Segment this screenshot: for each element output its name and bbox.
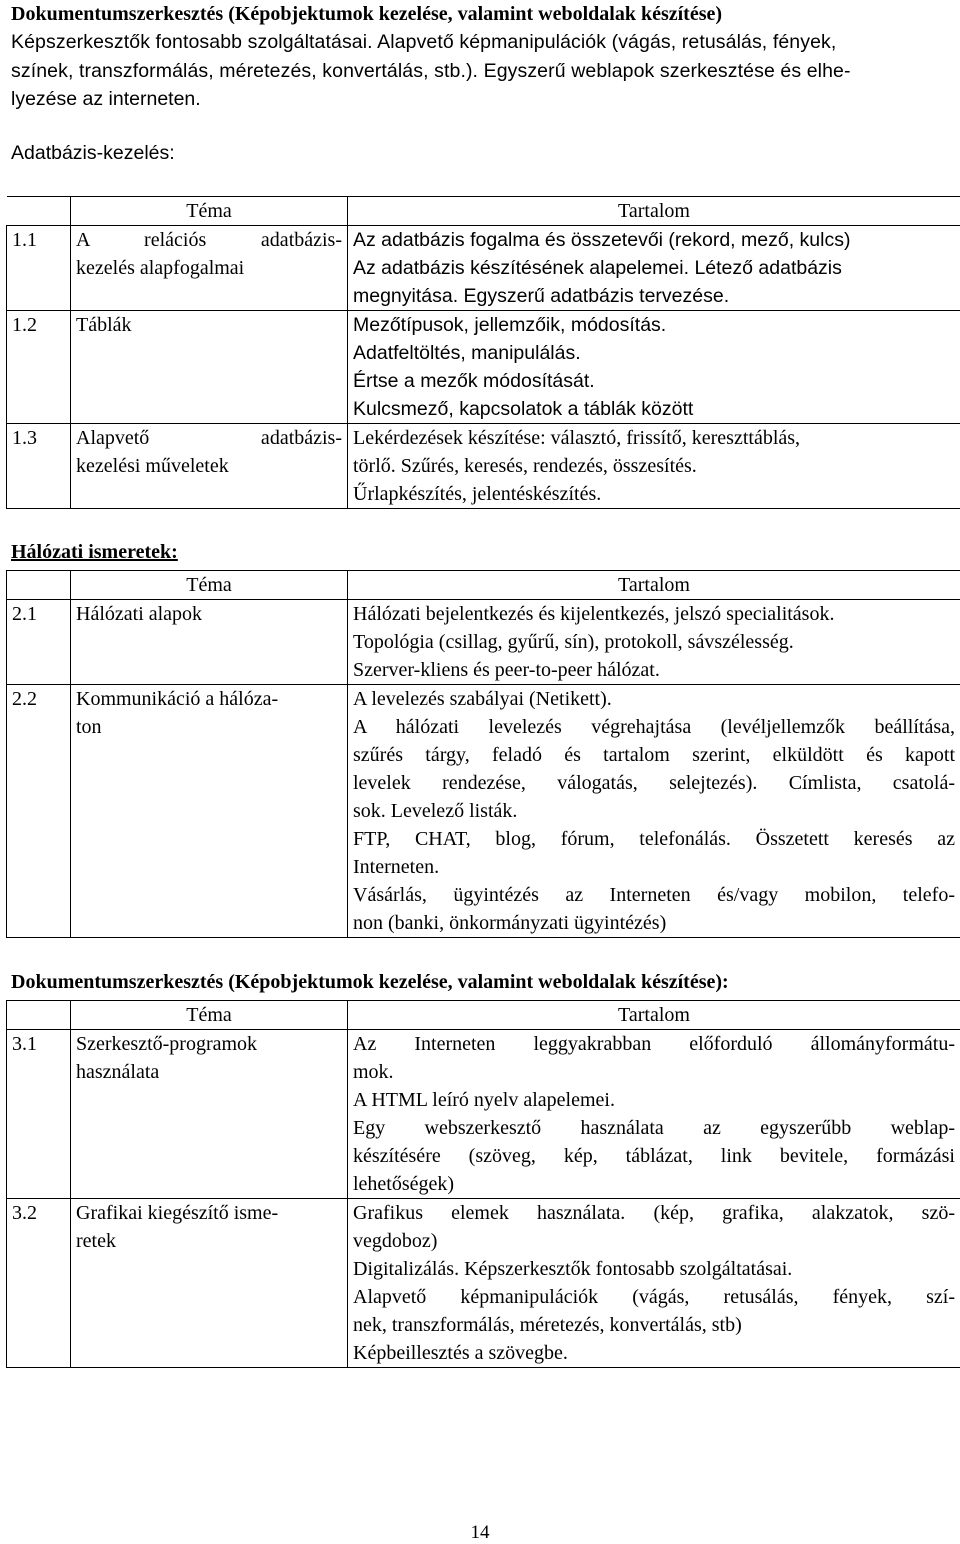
header-content: Tartalom <box>348 571 960 600</box>
theme-line: retek <box>76 1227 342 1255</box>
content-line: Grafikus elemek használata. (kép, grafika, alakzatok, szö- <box>353 1199 955 1227</box>
section-heading-network: Hálózati ismeretek: <box>11 541 178 564</box>
row-content <box>348 685 960 938</box>
table-row <box>7 424 960 509</box>
row-content <box>348 424 960 509</box>
row-number: 2.1 <box>7 600 71 685</box>
intro-text-line: lyezése az interneten. <box>11 85 949 114</box>
content-line: FTP, CHAT, blog, fórum, telefonálás. Összetett keresés az <box>353 825 955 853</box>
content-line: megnyitása. Egyszerű adatbázis tervezése. <box>353 282 955 310</box>
table-row <box>7 685 960 938</box>
content-line: Interneten. <box>353 853 955 881</box>
content-line: Szerver-kliens és peer-to-peer hálózat. <box>353 656 955 684</box>
content-line: mok. <box>353 1058 955 1086</box>
section-heading-database: Adatbázis-kezelés: <box>11 142 175 165</box>
header-num-cell <box>7 571 71 600</box>
row-theme <box>71 424 348 509</box>
content-line: A hálózati levelezés végrehajtása (levéljellemzők beállítása, <box>353 713 955 741</box>
content-line: Az Interneten leggyakrabban előforduló állományformátu- <box>353 1030 955 1058</box>
content-line: nek, transzformálás, méretezés, konvertálás, stb) <box>353 1311 955 1339</box>
header-theme: Téma <box>71 1001 348 1030</box>
theme-line: A relációs adatbázis- <box>76 226 342 254</box>
theme-line: Kommunikáció a hálóza- <box>76 685 342 713</box>
content-line: Hálózati bejelentkezés és kijelentkezés, jelszó specialitások. <box>353 600 955 628</box>
table-header-row <box>7 197 960 226</box>
row-number: 3.2 <box>7 1199 71 1368</box>
content-line: Egy webszerkesztő használata az egyszerűbb weblap- <box>353 1114 955 1142</box>
content-line: törlő. Szűrés, keresés, rendezés, összesítés. <box>353 452 955 480</box>
table-header-row <box>7 1001 960 1030</box>
row-number: 2.2 <box>7 685 71 938</box>
content-line: Mezőtípusok, jellemzőik, módosítás. <box>353 311 955 339</box>
database-topics-table <box>6 196 960 509</box>
content-line: Topológia (csillag, gyűrű, sín), protokoll, sávszélesség. <box>353 628 955 656</box>
table-row <box>7 226 960 311</box>
document-topics-table <box>6 1000 960 1368</box>
row-content <box>348 600 960 685</box>
row-content <box>348 311 960 424</box>
content-line: sok. Levelező listák. <box>353 797 955 825</box>
intro-title: Dokumentumszerkesztés (Képobjektumok kezelése, valamint weboldalak készítése) <box>11 0 949 28</box>
theme-line: Szerkesztő-programok <box>76 1030 342 1058</box>
intro-text-line: Képszerkesztők fontosabb szolgáltatásai. Alapvető képmanipulációk (vágás, retusálás, fények, <box>11 28 949 57</box>
content-line: Az adatbázis készítésének alapelemei. Létező adatbázis <box>353 254 955 282</box>
header-num-cell <box>7 197 71 226</box>
table-row <box>7 600 960 685</box>
row-content <box>348 1199 960 1368</box>
row-theme <box>71 685 348 938</box>
table-header-row <box>7 571 960 600</box>
header-content: Tartalom <box>348 197 960 226</box>
header-content: Tartalom <box>348 1001 960 1030</box>
content-line: Digitalizálás. Képszerkesztők fontosabb szolgáltatásai. <box>353 1255 955 1283</box>
row-theme <box>71 311 348 424</box>
row-number: 3.1 <box>7 1030 71 1199</box>
content-line: Kulcsmező, kapcsolatok a táblák között <box>353 395 955 423</box>
content-line: Vásárlás, ügyintézés az Interneten és/vagy mobilon, telefo- <box>353 881 955 909</box>
intro-text-line: színek, transzformálás, méretezés, konvertálás, stb.). Egyszerű weblapok szerkesztése és elhe- <box>11 57 949 86</box>
content-line: Űrlapkészítés, jelentéskészítés. <box>353 480 955 508</box>
theme-line: Grafikai kiegészítő isme- <box>76 1199 342 1227</box>
theme-line: kezelés alapfogalmai <box>76 254 342 282</box>
header-theme: Téma <box>71 571 348 600</box>
content-line: lehetőségek) <box>353 1170 955 1198</box>
content-line: non (banki, önkormányzati ügyintézés) <box>353 909 955 937</box>
content-line: levelek rendezése, válogatás, selejtezés). Címlista, csatolá- <box>353 769 955 797</box>
header-num-cell <box>7 1001 71 1030</box>
content-line: Alapvető képmanipulációk (vágás, retusálás, fények, szí- <box>353 1283 955 1311</box>
intro-paragraph <box>11 0 949 114</box>
theme-line: Hálózati alapok <box>76 600 342 628</box>
row-content <box>348 226 960 311</box>
row-number: 1.1 <box>7 226 71 311</box>
row-theme <box>71 1199 348 1368</box>
content-line: Lekérdezések készítése: választó, frissítő, kereszttáblás, <box>353 424 955 452</box>
content-line: vegdoboz) <box>353 1227 955 1255</box>
section-heading-document-editing: Dokumentumszerkesztés (Képobjektumok kezelése, valamint weboldalak készítése): <box>11 971 729 994</box>
table-row <box>7 1030 960 1199</box>
network-topics-table <box>6 570 960 938</box>
row-number: 1.2 <box>7 311 71 424</box>
header-theme: Téma <box>71 197 348 226</box>
theme-line: használata <box>76 1058 342 1086</box>
theme-line: ton <box>76 713 342 741</box>
content-line: A levelezés szabályai (Netikett). <box>353 685 955 713</box>
row-theme <box>71 226 348 311</box>
content-line: Képbeillesztés a szövegbe. <box>353 1339 955 1367</box>
row-theme <box>71 1030 348 1199</box>
content-line: Adatfeltöltés, manipulálás. <box>353 339 955 367</box>
page-number: 14 <box>0 1522 960 1544</box>
theme-line: Táblák <box>76 311 342 339</box>
theme-line: Alapvető adatbázis- <box>76 424 342 452</box>
row-theme <box>71 600 348 685</box>
content-line: Értse a mezők módosítását. <box>353 367 955 395</box>
content-line: A HTML leíró nyelv alapelemei. <box>353 1086 955 1114</box>
row-number: 1.3 <box>7 424 71 509</box>
content-line: szűrés tárgy, feladó és tartalom szerint, elküldött és kapott <box>353 741 955 769</box>
theme-line: kezelési műveletek <box>76 452 342 480</box>
content-line: Az adatbázis fogalma és összetevői (rekord, mező, kulcs) <box>353 226 955 254</box>
table-row <box>7 1199 960 1368</box>
row-content <box>348 1030 960 1199</box>
content-line: készítésére (szöveg, kép, táblázat, link bevitele, formázási <box>353 1142 955 1170</box>
table-row <box>7 311 960 424</box>
